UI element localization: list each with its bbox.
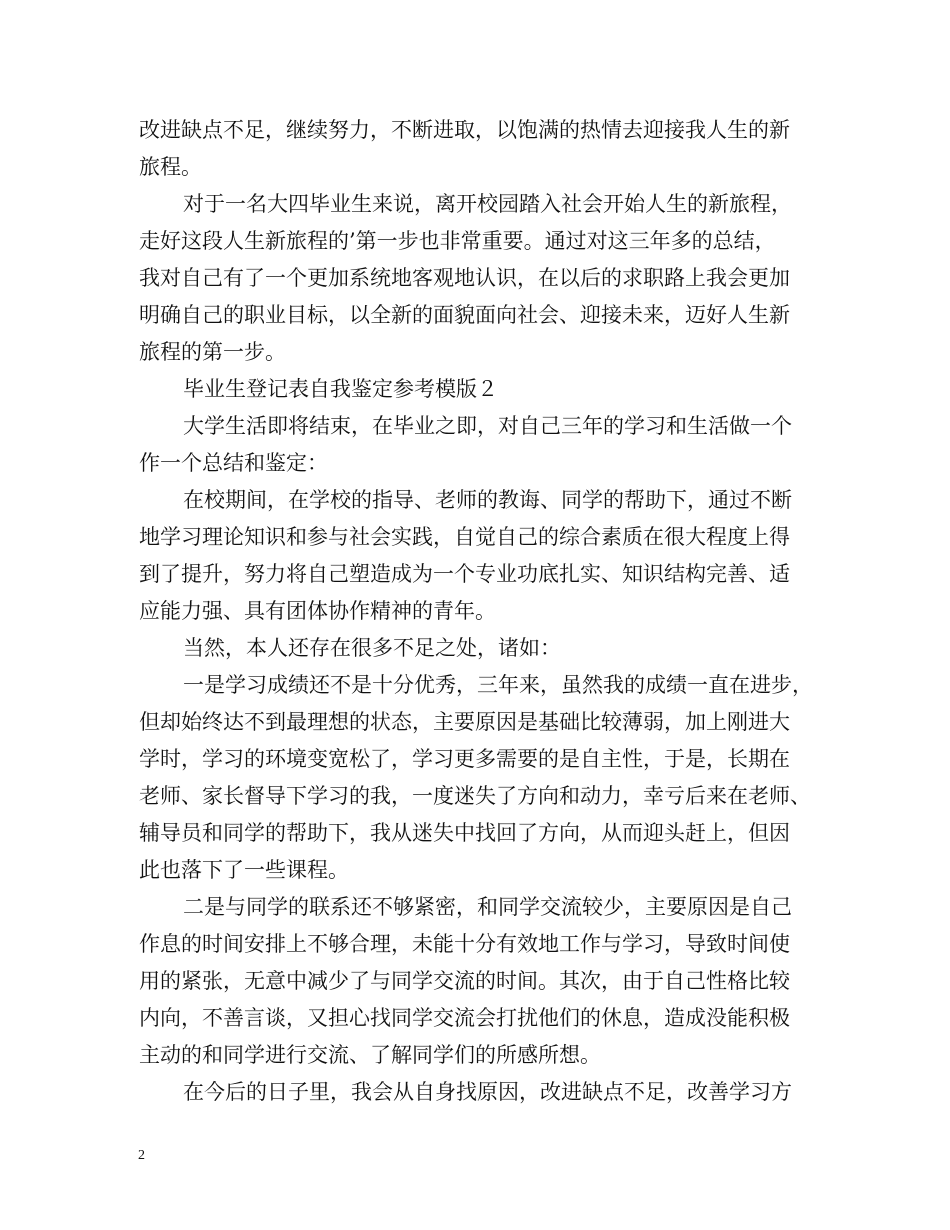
page-number: 2 <box>138 1148 145 1163</box>
text-line: 辅导员和同学的帮助下，我从迷失中找回了方向，从而迎头赶上，但因 <box>139 821 790 845</box>
text-line: 应能力强、具有团体协作精神的青年。 <box>139 599 496 623</box>
text-line: 在校期间，在学校的指导、老师的教诲、同学的帮助下，通过不断 <box>183 488 792 512</box>
text-line: 作一个总结和鉴定： <box>139 451 328 475</box>
text-line: 旅程。 <box>139 155 202 179</box>
text-line: 二是与同学的联系还不够紧密，和同学交流较少，主要原因是自己 <box>183 895 792 919</box>
text-line: 当然，本人还存在很多不足之处，诸如： <box>183 636 561 660</box>
text-line: 大学生活即将结束，在毕业之即，对自己三年的学习和生活做一个 <box>183 414 792 438</box>
text-line: 但却始终达不到最理想的状态，主要原因是基础比较薄弱，加上刚进大 <box>139 710 790 734</box>
text-line: 明确自己的职业目标，以全新的面貌面向社会、迎接未来，迈好人生新 <box>139 303 790 327</box>
text-line: 作息的时间安排上不够合理，未能十分有效地工作与学习，导致时间使 <box>139 932 790 956</box>
text-line: 学时，学习的环境变宽松了，学习更多需要的是自主性，于是，长期在 <box>139 747 790 771</box>
text-line: 到了提升，努力将自己塑造成为一个专业功底扎实、知识结构完善、适 <box>139 562 790 586</box>
text-line: 改进缺点不足，继续努力，不断进取，以饱满的热情去迎接我人生的新 <box>139 118 790 142</box>
text-line: 内向，不善言谈，又担心找同学交流会打扰他们的休息，造成没能积极 <box>139 1006 790 1030</box>
text-line: 此也落下了一些课程。 <box>139 858 349 882</box>
text-line: 用的紧张，无意中减少了与同学交流的时间。其次，由于自己性格比较 <box>139 969 790 993</box>
text-line: 一是学习成绩还不是十分优秀，三年来，虽然我的成绩一直在进步， <box>183 673 813 697</box>
text-line: 走好这段人生新旅程的’第一步也非常重要。通过对这三年多的总结， <box>139 229 776 253</box>
text-line: 旅程的第一步。 <box>139 340 286 364</box>
text-line: 老师、家长督导下学习的我，一度迷失了方向和动力，幸亏后来在老师、 <box>139 784 811 808</box>
text-line: 对于一名大四毕业生来说，离开校园踏入社会开始人生的新旅程， <box>183 192 792 216</box>
text-line: 在今后的日子里，我会从自身找原因，改进缺点不足，改善学习方 <box>183 1080 792 1104</box>
document-body <box>139 112 825 1111</box>
text-line: 我对自己有了一个更加系统地客观地认识，在以后的求职路上我会更加 <box>139 266 790 290</box>
text-line: 主动的和同学进行交流、了解同学们的所感所想。 <box>139 1043 601 1067</box>
section-heading: 毕业生登记表自我鉴定参考模版２ <box>183 377 498 401</box>
text-line: 地学习理论知识和参与社会实践，自觉自己的综合素质在很大程度上得 <box>139 525 790 549</box>
